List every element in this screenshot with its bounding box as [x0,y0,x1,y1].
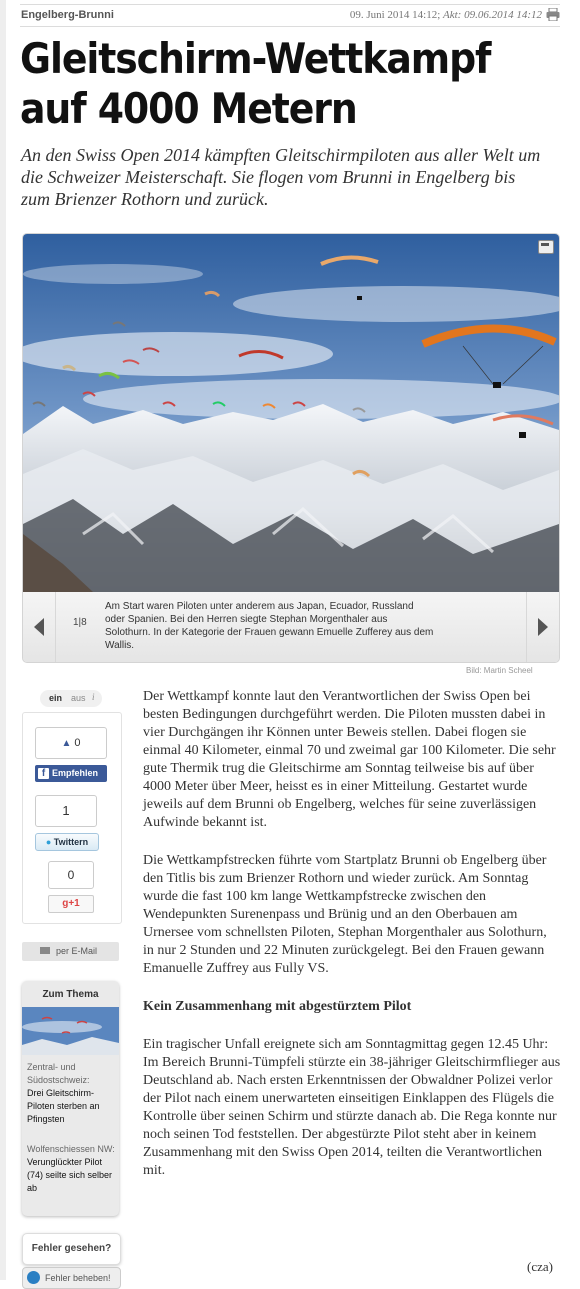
facebook-icon: f [38,768,49,779]
related-topics-title: Zum Thema [42,989,99,1000]
error-report-label: Fehler beheben! [45,1273,111,1283]
related-topic-2[interactable] [27,1143,115,1195]
share-email-button[interactable] [22,942,119,961]
article-body [143,688,561,1180]
info-icon[interactable]: i [92,692,95,702]
article-author: (cza) [527,1259,553,1274]
twitter-count: 1 [35,795,97,827]
facebook-recommend-button[interactable]: f Empfehlen [35,765,107,782]
publish-date: 09. Juni 2014 14:12; [349,9,441,21]
google-plus-button[interactable]: g+1 [48,895,94,913]
fullscreen-icon[interactable] [538,240,554,254]
article-subheading: Kein Zusammenhang mit abgestürztem Pilot [143,999,412,1014]
gallery-caption-bar [23,592,559,662]
twitter-bird-icon: ● [45,837,52,847]
toggle-on[interactable]: ein [49,693,63,703]
gallery-counter: 1|8 [73,617,87,628]
update-date: Akt: 09.06.2014 14:12 [443,9,542,21]
related-topic-1-region: Zentral- und Südostschweiz: [27,1062,90,1085]
toggle-off[interactable]: aus [71,693,86,703]
page-left-border [0,0,6,1280]
social-toggle[interactable] [40,690,102,707]
gallery-next-button[interactable] [526,592,559,662]
gallery-caption: Am Start waren Piloten unter anderem aus Japan, Ecuador, Russland oder Spanien. Bei den Herren siegte Stephan Morgenthaler aus Solothurn. In der Kategorie der Frauen gewann Emuelle Zufferey aus dem Wallis. [105,601,434,651]
photo-credit: Bild: Martin Scheel [466,666,533,675]
arrow-left-icon [33,618,45,636]
related-topics-box [22,981,119,1216]
article-paragraph-3: Ein tragischer Unfall ereignete sich am Sonntagmittag gegen 12.45 Uhr: Im Bereich Brunni-Tümpfeli stürzte ein 38-jähriger Gleitschirmflieger aus Deutschland ab. Nach ersten Erkenntnissen der Obwaldner Polizei verlor der Pilot nach einem unerwarteten einseitigen Einklappen des Flügels die Kontrolle über seinen Schirm und stürzte danach ab. Die Rega konnte nur noch seinen Tod feststellen. Der abgestürzte Pilot steht aber in keinem Zusammenhang mit den Swiss Open 2014, teilten die Verantwortlichen mit. [143,1037,561,1178]
thumbs-up-icon: ▲ [61,738,72,749]
article-title: Gleitschirm-Wettkampf auf 4000 Metern [20,34,491,133]
gallery-prev-button[interactable] [23,592,56,662]
envelope-icon [40,947,50,954]
article-paragraph-1: Der Wettkampf konnte laut den Verantwortlichen der Swiss Open bei besten Bedingungen durchgeführt werden. Die Piloten mussten dabei in vier Durchgängen ihr Können unter Beweis stellen. Dabei flogen sie einmal 40 Kilometer, einmal 70 und zweimal gar 100 Kilometer. Die sehr gute Thermik trug die Gleitschirme am Sonntag teilweise bis auf über 4000 Meter über Meer, heisst es in einer Mitteilung. Gestartet wurde jeweils auf dem Brunni ob Engelberg, welches für seine zuverlässigen Aufwinde bekannt ist. [143,689,556,830]
error-report-box: Fehler gesehen? [22,1233,121,1265]
twitter-tweet-button[interactable]: ● Twittern [35,833,99,851]
article-paragraph-2: Die Wettkampfstrecken führte vom Startplatz Brunni ob Engelberg über den Titlis bis zum Brienzer Rothorn und wieder zurück. Am Sonntag wurde die fast 100 km lange Wettkampfstrecke zwischen den Wendepunkten Surenenpass und Brünig und an den Oberbauen am Urnersee vom schnellsten Piloten, Stephan Morgenthaler aus Solothurn, in nur 2 Stunden und 22 Minuten zurückgelegt. Bei den Frauen gewann Emanuelle Zuffrey aus Fully VS. [143,853,547,976]
header-divider [20,26,560,27]
related-topic-thumbnail[interactable] [22,1007,119,1055]
related-topic-2-region: Wolfenschiessen NW: [27,1144,115,1154]
arrow-right-icon [537,618,549,636]
facebook-count: ▲ 0 [35,727,107,759]
error-report-button[interactable] [22,1267,121,1289]
article-dateline [350,9,542,21]
share-box [22,712,122,924]
google-plus-icon: g [62,898,69,909]
top-divider [20,4,560,5]
google-plus-count: 0 [48,861,94,889]
article-kicker: Engelberg-Brunni [21,9,114,21]
photo-gallery[interactable] [22,233,560,663]
related-topic-1[interactable] [27,1061,115,1126]
pencil-icon [27,1271,40,1284]
related-topic-1-link[interactable]: Drei Gleitschirm-Piloten sterben an Pfingsten [27,1088,100,1124]
article-lead: An den Swiss Open 2014 kämpften Gleitschirmpiloten aus aller Welt um die Schweizer Meisterschaft. Sie flogen vom Brunni in Engelberg bis zum Brienzer Rothorn und zurück. [21,145,541,209]
print-icon[interactable] [546,8,560,21]
related-topic-2-link[interactable]: Verunglückter Pilot (74) seilte sich selber ab [27,1157,113,1193]
email-label: per E-Mail [56,946,98,956]
gallery-photo[interactable] [23,234,559,592]
